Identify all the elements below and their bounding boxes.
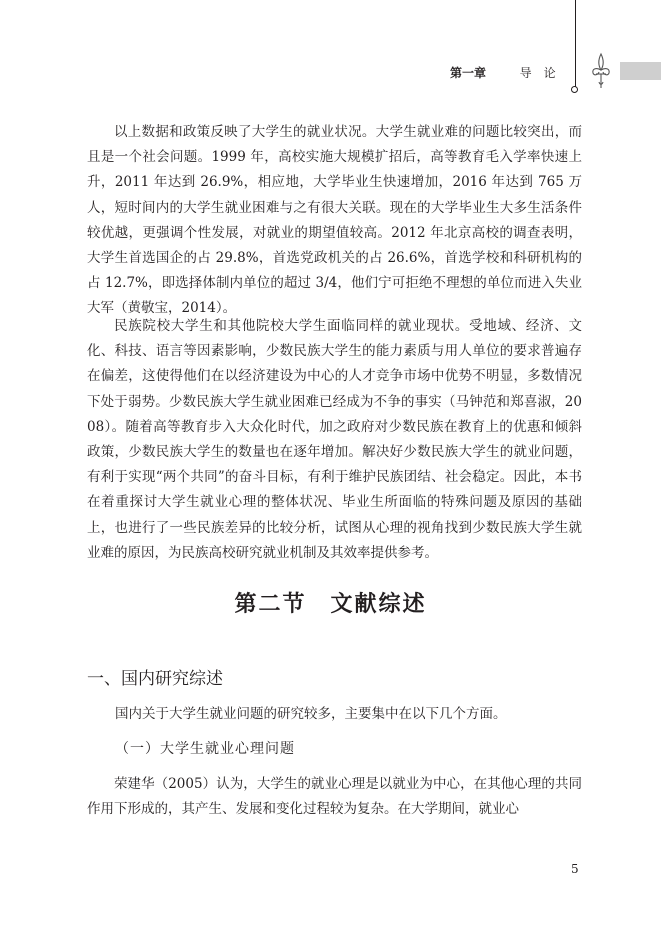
page-number: 5	[571, 862, 579, 876]
paragraph-2: 民族院校大学生和其他院校大学生面临同样的就业现状。受地域、经济、文化、科技、语言等因素影响，少数民族大学生的能力素质与用人单位的要求普遍存在偏差，这使得他们在以经济建设为中心的人才竞争市场中优势不明显，多数情况下处于弱势。少数民族大学生就业困难已经成为不争的事实（马钟范和郑喜淑，2008）。随着高等教育步入大众化时代，加之政府对少数民族在教育上的优惠和倾斜政策，少数民族大学生的数量也在逐年增加。解决好少数民族大学生的就业问题，有利于实现“两个共同”的奋斗目标，有利于维护民族团结、社会稳定。因此，本书在着重探讨大学生就业心理的整体状况、毕业生所面临的特殊问题及原因的基础上，也进行了一些民族差异的比较分析，试图从心理的视角找到少数民族大学生就业难的原因，为民族高校研究就业机制及其效率提供参考。	[87, 318, 582, 561]
subsection-heading: 一、国内研究综述	[87, 669, 223, 689]
header-tab	[620, 62, 661, 80]
running-head	[450, 64, 556, 81]
header-rule	[575, 0, 576, 88]
sub-subsection-heading: （一）大学生就业心理问题	[115, 741, 295, 757]
section-title: 第二节 文献综述	[234, 591, 427, 617]
fleur-de-lis-icon	[590, 52, 612, 92]
running-head-chapter: 第一章	[450, 66, 487, 80]
paragraph-3: 荣建华（2005）认为，大学生的就业心理是以就业为中心，在其他心理的共同作用下形成的，其产生、发展和变化过程较为复杂。在大学期间，就业心	[87, 776, 582, 818]
running-head-title: 导 论	[519, 66, 556, 80]
header-rule-dot	[571, 86, 578, 93]
intro-line: 国内关于大学生就业问题的研究较多，主要集中在以下几个方面。	[115, 706, 507, 722]
paragraph-1: 以上数据和政策反映了大学生的就业状况。大学生就业难的问题比较突出，而且是一个社会问题。1999 年，高校实施大规模扩招后，高等教育毛入学率快速上升，2011 年达到 26.9%，相应地，大学毕业生快速增加，2016 年达到 765 万人，短时间内的大学生就业困难与之有很大关联。现在的大学毕业生大多生活条件较优越，更强调个性发展，对就业的期望值较高。2012 年北京高校的调查表明，大学生首选国企的占 29.8%，首选党政机关的占 26.6%，首选学校和科研机构的占 12.7%，即选择体制内单位的超过 3/4，他们宁可拒绝不理想的单位而进入失业大军（黄敬宝，2014）。	[87, 124, 582, 317]
